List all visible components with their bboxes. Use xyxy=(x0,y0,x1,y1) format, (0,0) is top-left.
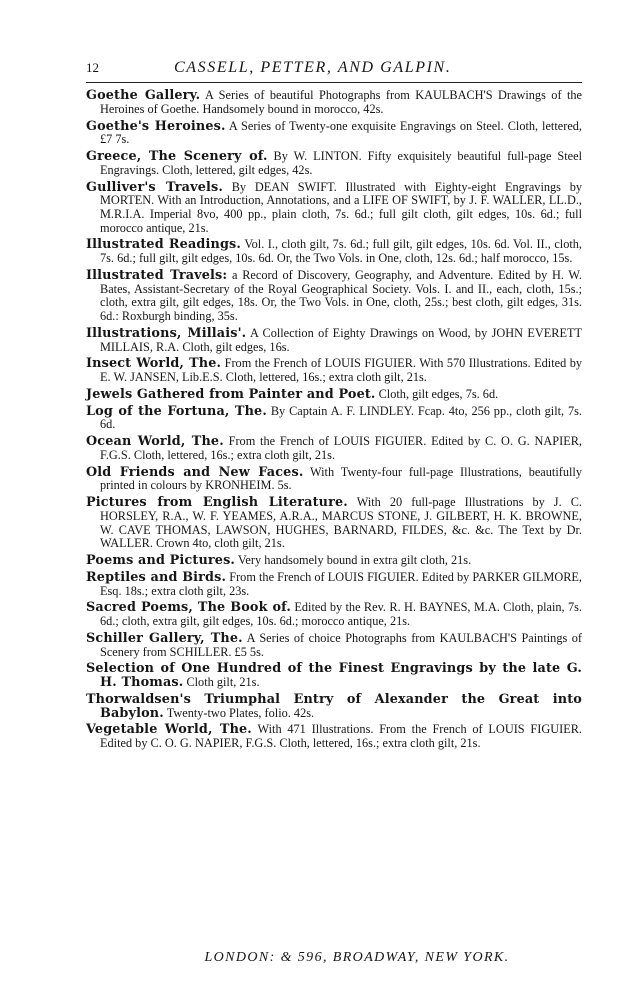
catalogue-entry xyxy=(86,89,582,116)
entry-title: Schiller Gallery, The. xyxy=(86,630,243,646)
entry-title: Pictures from English Literature. xyxy=(86,495,348,511)
catalogue-entry xyxy=(86,120,582,147)
catalogue-entry xyxy=(86,405,582,432)
catalogue-entry xyxy=(86,571,582,598)
page-footer: LONDON: & 596, BROADWAY, NEW YORK. xyxy=(204,950,510,965)
entry-title: Log of the Fortuna, The. xyxy=(86,403,267,419)
entry-list xyxy=(86,89,582,751)
entry-description: A Series of beautiful Photographs from KAULBACH'S Drawings of the Heroines of Goethe. Handsomely bound in morocco, 42s. xyxy=(100,88,582,116)
catalogue-entry xyxy=(86,693,582,720)
entry-description: a Record of Discovery, Geography, and Adventure. Edited by H. W. Bates, Assistant-Secretary of the Royal Geographical Society. Vols. I. and II., each, cloth, 15s.; cloth, extra gilt, gilt edges, 18s. Or, the Two Vols. in One, cloth, 25s.; best cloth, gilt edges, 31s. 6d.: Roxburgh binding, 35s. xyxy=(100,267,582,324)
entry-description: From the French of LOUIS FIGUIER. With 570 Illustrations. Edited by E. W. JANSEN, Lib.E.S. Cloth, lettered, 16s.; extra cloth gilt, 21s. xyxy=(100,356,583,385)
entry-description: Vol. I., cloth gilt, 7s. 6d.; full gilt, gilt edges, 10s. 6d. Vol. II., cloth, 7s. 6d.; full gilt, gilt edges, 10s. 6d. Or, the Two Vols. in One, cloth, 12s. 6d.; half morocco, 15s. xyxy=(100,237,582,266)
entry-description: With 20 full-page Illustrations by J. C. HORSLEY, R.A., W. F. YEAMES, A.R.A., MARCUS STONE, J. GILBERT, H. K. BROWNE, W. CAVE THOMAS, LAWSON, HUGHES, BARNARD, FILDES, &c. &c. The Text by Dr. WALLER. Crown 4to, cloth gilt, 21s. xyxy=(100,495,582,551)
catalogue-entry xyxy=(86,601,582,628)
entry-title: Insect World, The. xyxy=(86,356,222,372)
catalogue-entry xyxy=(86,466,582,493)
entry-title: Illustrated Readings. xyxy=(86,237,242,253)
entry-title: Goethe's Heroines. xyxy=(86,118,226,134)
entry-description: By W. LINTON. Fifty exquisitely beautiful full-page Steel Engravings. Cloth, lettered, gilt edges, 42s. xyxy=(100,149,582,177)
entry-title: Poems and Pictures. xyxy=(86,553,236,569)
catalogue-page xyxy=(86,56,583,965)
catalogue-entry xyxy=(86,723,582,750)
entry-title: Old Friends and New Faces. xyxy=(86,464,304,480)
entry-description: Cloth gilt, 21s. xyxy=(186,675,260,690)
catalogue-entry xyxy=(86,269,582,324)
entry-description: By Captain A. F. LINDLEY. Fcap. 4to, 256 pp., cloth gilt, 7s. 6d. xyxy=(100,403,583,432)
entry-description: A Series of choice Photographs from KAULBACH'S Paintings of Scenery from SCHILLER. £5 5s. xyxy=(100,630,582,659)
entry-title: Ocean World, The. xyxy=(86,434,224,450)
entry-title: Gulliver's Travels. xyxy=(86,179,223,195)
catalogue-entry xyxy=(86,496,582,551)
entry-title: Reptiles and Birds. xyxy=(86,569,227,585)
entry-title: Vegetable World, The. xyxy=(86,722,252,738)
entry-title: Thorwaldsen's Triumphal Entry of Alexander the Great into Babylon. xyxy=(86,691,582,721)
entry-description: With 471 Illustrations. From the French of LOUIS FIGUIER. Edited by C. O. G. NAPIER, F.G.S. Cloth, lettered, 16s.; extra cloth gilt, 21s. xyxy=(100,722,582,751)
catalogue-entry xyxy=(86,632,582,659)
entry-description: Edited by the Rev. R. H. BAYNES, M.A. Cloth, plain, 7s. 6d.; cloth, extra gilt, gilt edges, 10s. 6d.; morocco antique, 21s. xyxy=(100,600,583,629)
page-number: 12 xyxy=(86,60,99,75)
header-rule xyxy=(86,82,582,83)
entry-title: Greece, The Scenery of. xyxy=(86,149,268,164)
entry-description: With Twenty-four full-page Illustrations, beautifully printed in colours by KRONHEIM. 5s. xyxy=(100,464,582,493)
catalogue-entry xyxy=(86,435,582,462)
entry-title: Illustrations, Millais'. xyxy=(86,325,247,341)
entry-title: Selection of One Hundred of the Finest Engravings by the late G. H. Thomas. xyxy=(86,661,582,691)
catalogue-entry xyxy=(86,388,582,402)
entry-description: Twenty-two Plates, folio. 42s. xyxy=(166,705,315,720)
catalogue-entry xyxy=(86,554,582,568)
entry-description: From the French of LOUIS FIGUIER. Edited by C. O. G. NAPIER, F.G.S. Cloth, lettered, 16s.; extra cloth gilt, 21s. xyxy=(100,434,582,462)
entry-description: From the French of LOUIS FIGUIER. Edited by PARKER GILMORE, Esq. 18s.; extra cloth gilt, 23s. xyxy=(100,569,582,598)
catalogue-entry xyxy=(86,181,582,236)
catalogue-entry xyxy=(86,238,582,265)
entry-description: Very handsomely bound in extra gilt cloth, 21s. xyxy=(237,553,472,568)
entry-title: Illustrated Travels: xyxy=(86,267,228,283)
catalogue-entry xyxy=(86,357,582,384)
entry-title: Sacred Poems, The Book of. xyxy=(86,600,291,616)
entry-description: Cloth, gilt edges, 7s. 6d. xyxy=(378,386,499,401)
entry-description: A Series of Twenty-one exquisite Engravings on Steel. Cloth, lettered, £7 7s. xyxy=(100,118,582,147)
catalogue-entry xyxy=(86,327,582,354)
catalogue-entry xyxy=(86,150,582,177)
publisher-heading: CASSELL, PETTER, AND GALPIN. xyxy=(174,59,452,76)
catalogue-entry xyxy=(86,662,582,689)
entry-title: Goethe Gallery. xyxy=(86,88,201,103)
entry-title: Jewels Gathered from Painter and Poet. xyxy=(86,386,376,402)
entry-description: A Collection of Eighty Drawings on Wood, by JOHN EVERETT MILLAIS, R.A. Cloth, gilt edges, 16s. xyxy=(100,325,582,354)
entry-description: By DEAN SWIFT. Illustrated with Eighty-eight Engravings by MORTEN. With an Introduction, Annotations, and a LIFE OF SWIFT, by J. F. WALLER, LL.D., M.R.I.A. Imperial 8vo, 400 pp., plain cloth, 7s. 6d.; full gilt cloth, gilt edges, 10s. 6d.; full morocco antique, 21s. xyxy=(100,179,582,235)
running-head xyxy=(86,56,582,80)
